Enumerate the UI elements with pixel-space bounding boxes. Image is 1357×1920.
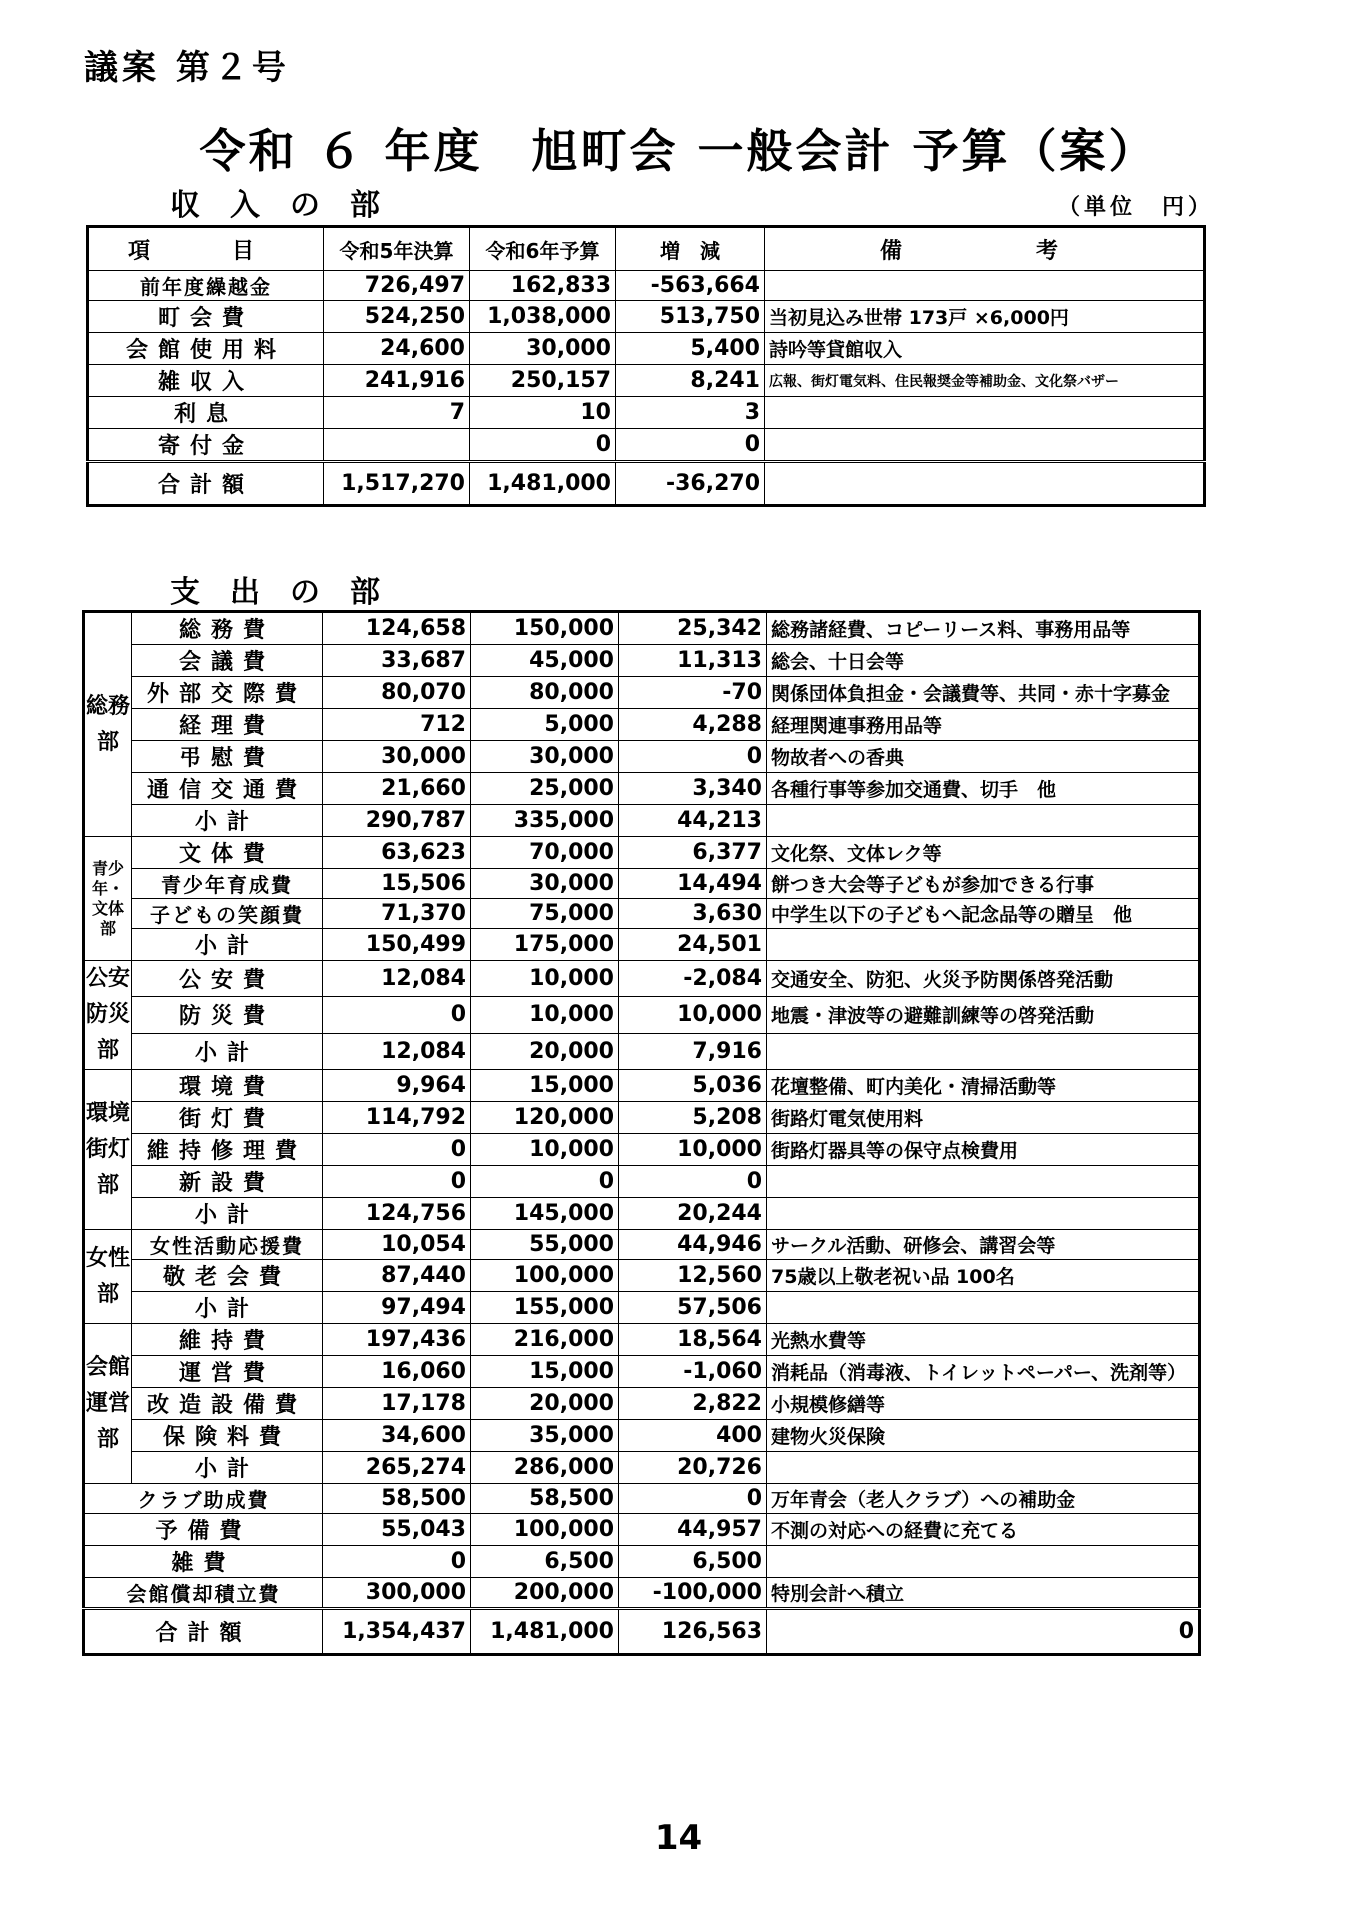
expense-r5-actual: 55,043 xyxy=(323,1514,471,1546)
expense-row xyxy=(84,1198,1200,1230)
income-difference: 0 xyxy=(616,429,765,462)
expense-note: 光熱水費等 xyxy=(767,1324,1200,1356)
income-difference: -563,664 xyxy=(616,271,765,301)
expense-r5-actual: 124,756 xyxy=(323,1198,471,1230)
income-note xyxy=(765,271,1205,301)
expense-note xyxy=(767,1166,1200,1198)
expense-row xyxy=(84,1546,1200,1578)
expense-difference: -70 xyxy=(619,677,767,709)
expense-item: 小計 xyxy=(132,1292,323,1324)
expense-difference: 7,916 xyxy=(619,1033,767,1069)
expense-difference: 10,000 xyxy=(619,1134,767,1166)
expense-r6-budget: 10,000 xyxy=(471,1134,619,1166)
expense-category: 会館運営部 xyxy=(84,1324,132,1484)
bill-number: 議案 第２号 xyxy=(84,48,290,88)
income-note xyxy=(765,429,1205,462)
expense-difference: 24,501 xyxy=(619,929,767,961)
expense-r6-budget: 80,000 xyxy=(471,677,619,709)
expense-item: 防災費 xyxy=(132,997,323,1033)
income-item: 前年度繰越金 xyxy=(88,271,324,301)
income-r6-budget: 0 xyxy=(470,429,616,462)
expense-r5-actual: 12,084 xyxy=(323,961,471,997)
expense-item: 会館償却積立費 xyxy=(84,1578,323,1609)
expense-r5-actual: 34,600 xyxy=(323,1420,471,1452)
expense-difference: 6,377 xyxy=(619,837,767,869)
expense-note xyxy=(767,805,1200,837)
expense-item: 運営費 xyxy=(132,1356,323,1388)
column-header: 令和5年決算 xyxy=(324,227,470,271)
expense-r6-budget: 30,000 xyxy=(471,741,619,773)
expense-note: 総務諸経費、コピーリース料、事務用品等 xyxy=(767,612,1200,645)
expense-row xyxy=(84,1324,1200,1356)
expense-item: 総務費 xyxy=(132,612,323,645)
expense-r6-budget: 200,000 xyxy=(471,1578,619,1609)
income-r6-budget: 250,157 xyxy=(470,365,616,397)
expense-row xyxy=(84,1514,1200,1546)
income-r6-budget: 162,833 xyxy=(470,271,616,301)
expense-row xyxy=(84,1578,1200,1609)
column-header: 増 減 xyxy=(616,227,765,271)
income-note xyxy=(765,397,1205,429)
income-total-r5: 1,517,270 xyxy=(324,462,470,506)
expense-item: 保険料費 xyxy=(132,1420,323,1452)
expense-item: 環境費 xyxy=(132,1070,323,1102)
income-total-r6: 1,481,000 xyxy=(470,462,616,506)
expense-r5-actual: 712 xyxy=(323,709,471,741)
expense-difference: 0 xyxy=(619,1166,767,1198)
expense-difference: 57,506 xyxy=(619,1292,767,1324)
expense-item: 弔慰費 xyxy=(132,741,323,773)
expense-item: クラブ助成費 xyxy=(84,1484,323,1514)
expense-row xyxy=(84,741,1200,773)
expense-r5-actual: 33,687 xyxy=(323,645,471,677)
expense-note: 総会、十日会等 xyxy=(767,645,1200,677)
expense-item: 会議費 xyxy=(132,645,323,677)
expense-r5-actual: 114,792 xyxy=(323,1102,471,1134)
income-note: 広報、街灯電気料、住民報奨金等補助金、文化祭バザー xyxy=(765,365,1205,397)
expense-note: 餅つき大会等子どもが参加できる行事 xyxy=(767,869,1200,899)
income-difference: 513,750 xyxy=(616,301,765,333)
income-note: 当初見込み世帯 173戸 ×6,000円 xyxy=(765,301,1205,333)
income-item: 利息 xyxy=(88,397,324,429)
expense-item: 小計 xyxy=(132,805,323,837)
expense-note: 地震・津波等の避難訓練等の啓発活動 xyxy=(767,997,1200,1033)
income-r5-actual: 241,916 xyxy=(324,365,470,397)
expense-difference: 20,244 xyxy=(619,1198,767,1230)
expense-note: 交通安全、防犯、火災予防関係啓発活動 xyxy=(767,961,1200,997)
expense-item: 小計 xyxy=(132,1452,323,1484)
expense-item: 子どもの笑顔費 xyxy=(132,899,323,929)
expense-note: 中学生以下の子どもへ記念品等の贈呈 他 xyxy=(767,899,1200,929)
expense-difference: -2,084 xyxy=(619,961,767,997)
expense-item: 敬老会費 xyxy=(132,1260,323,1292)
expense-difference: 44,946 xyxy=(619,1230,767,1260)
expense-row xyxy=(84,773,1200,805)
expense-row xyxy=(84,1356,1200,1388)
expense-item: 公安費 xyxy=(132,961,323,997)
expense-row xyxy=(84,961,1200,997)
expense-r6-budget: 10,000 xyxy=(471,997,619,1033)
expense-difference: 5,208 xyxy=(619,1102,767,1134)
income-r6-budget: 10 xyxy=(470,397,616,429)
expense-difference: 20,726 xyxy=(619,1452,767,1484)
expense-total-diff: 126,563 xyxy=(619,1609,767,1655)
expense-r6-budget: 20,000 xyxy=(471,1388,619,1420)
expense-item: 小計 xyxy=(132,929,323,961)
expense-category: 総務部 xyxy=(84,612,132,837)
income-r5-actual: 24,600 xyxy=(324,333,470,365)
expense-r6-budget: 58,500 xyxy=(471,1484,619,1514)
expense-r6-budget: 145,000 xyxy=(471,1198,619,1230)
expense-r5-actual: 300,000 xyxy=(323,1578,471,1609)
expense-r6-budget: 150,000 xyxy=(471,612,619,645)
expense-note xyxy=(767,1292,1200,1324)
income-row xyxy=(88,429,1205,462)
expense-item: 予備費 xyxy=(84,1514,323,1546)
expense-category: 青少年・文体部 xyxy=(84,837,132,961)
expense-r5-actual: 290,787 xyxy=(323,805,471,837)
expense-r6-budget: 55,000 xyxy=(471,1230,619,1260)
income-header-row xyxy=(88,227,1205,271)
expense-r5-actual: 150,499 xyxy=(323,929,471,961)
expense-r5-actual: 87,440 xyxy=(323,1260,471,1292)
expense-row xyxy=(84,869,1200,899)
expense-r6-budget: 5,000 xyxy=(471,709,619,741)
expense-r5-actual: 0 xyxy=(323,1134,471,1166)
expense-row xyxy=(84,1260,1200,1292)
expense-r6-budget: 70,000 xyxy=(471,837,619,869)
expense-item: 小計 xyxy=(132,1033,323,1069)
expense-row xyxy=(84,677,1200,709)
expense-difference: 3,630 xyxy=(619,899,767,929)
expense-r6-budget: 175,000 xyxy=(471,929,619,961)
expense-total-label: 合計額 xyxy=(84,1609,323,1655)
expense-r5-actual: 71,370 xyxy=(323,899,471,929)
expense-r6-budget: 335,000 xyxy=(471,805,619,837)
unit-note: （単位 円） xyxy=(1058,195,1215,220)
income-total-label: 合計額 xyxy=(88,462,324,506)
income-r5-actual: 524,250 xyxy=(324,301,470,333)
expense-note: 消耗品（消毒液、トイレットペーパー、洗剤等） xyxy=(767,1356,1200,1388)
expense-note: 不測の対応への経費に充てる xyxy=(767,1514,1200,1546)
expense-r5-actual: 0 xyxy=(323,1166,471,1198)
expense-row xyxy=(84,1033,1200,1069)
expense-r6-budget: 155,000 xyxy=(471,1292,619,1324)
expense-item: 新設費 xyxy=(132,1166,323,1198)
expense-r6-budget: 35,000 xyxy=(471,1420,619,1452)
expense-difference: 400 xyxy=(619,1420,767,1452)
expense-category: 環境街灯部 xyxy=(84,1070,132,1230)
expense-note xyxy=(767,929,1200,961)
expense-r6-budget: 6,500 xyxy=(471,1546,619,1578)
expense-note xyxy=(767,1198,1200,1230)
income-row xyxy=(88,365,1205,397)
expense-total-row xyxy=(84,1609,1200,1655)
expense-item: 維持費 xyxy=(132,1324,323,1356)
expense-difference: -1,060 xyxy=(619,1356,767,1388)
expense-item: 文体費 xyxy=(132,837,323,869)
expense-difference: 12,560 xyxy=(619,1260,767,1292)
expense-item: 外部交際費 xyxy=(132,677,323,709)
expense-r6-budget: 100,000 xyxy=(471,1260,619,1292)
income-row xyxy=(88,301,1205,333)
expense-r6-budget: 30,000 xyxy=(471,869,619,899)
expense-note: 建物火災保険 xyxy=(767,1420,1200,1452)
income-total-note xyxy=(765,462,1205,506)
expense-r5-actual: 80,070 xyxy=(323,677,471,709)
expense-note: 各種行事等参加交通費、切手 他 xyxy=(767,773,1200,805)
expense-note xyxy=(767,1452,1200,1484)
document-title: 令和 ６ 年度 旭町会 一般会計 予算（案） xyxy=(199,124,1158,178)
expense-note: 経理関連事務用品等 xyxy=(767,709,1200,741)
expense-r5-actual: 17,178 xyxy=(323,1388,471,1420)
expense-r5-actual: 15,506 xyxy=(323,869,471,899)
expense-row xyxy=(84,709,1200,741)
column-header: 令和6年予算 xyxy=(470,227,616,271)
expense-note: 街路灯電気使用料 xyxy=(767,1102,1200,1134)
expense-item: 維持修理費 xyxy=(132,1134,323,1166)
expense-r5-actual: 9,964 xyxy=(323,1070,471,1102)
expense-row xyxy=(84,645,1200,677)
expense-r5-actual: 97,494 xyxy=(323,1292,471,1324)
expense-row xyxy=(84,1420,1200,1452)
expense-note: 特別会計へ積立 xyxy=(767,1578,1200,1609)
expense-row xyxy=(84,1452,1200,1484)
expense-r5-actual: 16,060 xyxy=(323,1356,471,1388)
expense-r6-budget: 45,000 xyxy=(471,645,619,677)
expense-item: 改造設備費 xyxy=(132,1388,323,1420)
expense-row xyxy=(84,1102,1200,1134)
income-difference: 8,241 xyxy=(616,365,765,397)
expense-row xyxy=(84,1484,1200,1514)
expense-category: 公安防災部 xyxy=(84,961,132,1070)
expense-row xyxy=(84,929,1200,961)
expense-total-r5: 1,354,437 xyxy=(323,1609,471,1655)
expense-difference: -100,000 xyxy=(619,1578,767,1609)
expense-difference: 0 xyxy=(619,1484,767,1514)
expense-r6-budget: 120,000 xyxy=(471,1102,619,1134)
income-difference: 3 xyxy=(616,397,765,429)
expense-row xyxy=(84,1388,1200,1420)
income-row xyxy=(88,333,1205,365)
expense-row xyxy=(84,837,1200,869)
expense-note xyxy=(767,1033,1200,1069)
expense-total-r6: 1,481,000 xyxy=(471,1609,619,1655)
income-r6-budget: 1,038,000 xyxy=(470,301,616,333)
expense-row xyxy=(84,997,1200,1033)
income-table xyxy=(86,225,1206,507)
expense-r6-budget: 10,000 xyxy=(471,961,619,997)
expense-r5-actual: 0 xyxy=(323,1546,471,1578)
expense-difference: 25,342 xyxy=(619,612,767,645)
expense-row xyxy=(84,1292,1200,1324)
income-difference: 5,400 xyxy=(616,333,765,365)
expense-row xyxy=(84,1070,1200,1102)
expense-difference: 3,340 xyxy=(619,773,767,805)
expense-r5-actual: 197,436 xyxy=(323,1324,471,1356)
page-number: 14 xyxy=(654,1818,703,1858)
expense-item: 女性活動応援費 xyxy=(132,1230,323,1260)
expense-r6-budget: 286,000 xyxy=(471,1452,619,1484)
expense-note: 万年青会（老人クラブ）への補助金 xyxy=(767,1484,1200,1514)
expense-r5-actual: 10,054 xyxy=(323,1230,471,1260)
expense-r5-actual: 0 xyxy=(323,997,471,1033)
expense-note: 関係団体負担金・会議費等、共同・赤十字募金 xyxy=(767,677,1200,709)
expense-item: 小計 xyxy=(132,1198,323,1230)
income-total-row xyxy=(88,462,1205,506)
expense-r6-budget: 0 xyxy=(471,1166,619,1198)
column-header: 項 目 xyxy=(88,227,324,271)
expense-table xyxy=(82,610,1201,1656)
expense-r6-budget: 15,000 xyxy=(471,1070,619,1102)
expense-r5-actual: 30,000 xyxy=(323,741,471,773)
expense-item: 通信交通費 xyxy=(132,773,323,805)
expense-difference: 0 xyxy=(619,741,767,773)
expense-item: 街灯費 xyxy=(132,1102,323,1134)
expense-row xyxy=(84,1166,1200,1198)
expense-row xyxy=(84,1230,1200,1260)
column-header: 備 考 xyxy=(765,227,1205,271)
expense-r5-actual: 58,500 xyxy=(323,1484,471,1514)
expense-difference: 44,213 xyxy=(619,805,767,837)
income-item: 会館使用料 xyxy=(88,333,324,365)
expense-difference: 10,000 xyxy=(619,997,767,1033)
income-r5-actual: 7 xyxy=(324,397,470,429)
expense-total-note: 0 xyxy=(767,1609,1200,1655)
expense-item: 青少年育成費 xyxy=(132,869,323,899)
expense-difference: 14,494 xyxy=(619,869,767,899)
expense-note: 小規模修繕等 xyxy=(767,1388,1200,1420)
expense-row xyxy=(84,899,1200,929)
income-r5-actual: 726,497 xyxy=(324,271,470,301)
expense-note: 花壇整備、町内美化・清掃活動等 xyxy=(767,1070,1200,1102)
income-total-diff: -36,270 xyxy=(616,462,765,506)
expense-difference: 6,500 xyxy=(619,1546,767,1578)
expense-r5-actual: 265,274 xyxy=(323,1452,471,1484)
expense-r5-actual: 21,660 xyxy=(323,773,471,805)
expense-difference: 44,957 xyxy=(619,1514,767,1546)
income-section-heading: 収入の部 xyxy=(170,188,410,223)
expense-r6-budget: 15,000 xyxy=(471,1356,619,1388)
expense-note: 75歳以上敬老祝い品 100名 xyxy=(767,1260,1200,1292)
expense-r6-budget: 100,000 xyxy=(471,1514,619,1546)
expense-difference: 11,313 xyxy=(619,645,767,677)
income-r6-budget: 30,000 xyxy=(470,333,616,365)
income-item: 寄付金 xyxy=(88,429,324,462)
expense-note: サークル活動、研修会、講習会等 xyxy=(767,1230,1200,1260)
expense-category: 女性部 xyxy=(84,1230,132,1324)
expense-row xyxy=(84,612,1200,645)
expense-item: 雑費 xyxy=(84,1546,323,1578)
expense-r6-budget: 25,000 xyxy=(471,773,619,805)
expense-row xyxy=(84,805,1200,837)
expense-note xyxy=(767,1546,1200,1578)
expense-difference: 5,036 xyxy=(619,1070,767,1102)
expense-row xyxy=(84,1134,1200,1166)
income-item: 町会費 xyxy=(88,301,324,333)
expense-difference: 18,564 xyxy=(619,1324,767,1356)
expense-note: 街路灯器具等の保守点検費用 xyxy=(767,1134,1200,1166)
income-row xyxy=(88,397,1205,429)
expense-section-heading: 支出の部 xyxy=(170,575,410,610)
income-note: 詩吟等貸館収入 xyxy=(765,333,1205,365)
income-row xyxy=(88,271,1205,301)
expense-r6-budget: 216,000 xyxy=(471,1324,619,1356)
income-r5-actual xyxy=(324,429,470,462)
expense-r6-budget: 20,000 xyxy=(471,1033,619,1069)
expense-note: 物故者への香典 xyxy=(767,741,1200,773)
expense-r5-actual: 63,623 xyxy=(323,837,471,869)
income-item: 雑収入 xyxy=(88,365,324,397)
expense-r5-actual: 12,084 xyxy=(323,1033,471,1069)
expense-item: 経理費 xyxy=(132,709,323,741)
expense-r5-actual: 124,658 xyxy=(323,612,471,645)
expense-difference: 2,822 xyxy=(619,1388,767,1420)
expense-difference: 4,288 xyxy=(619,709,767,741)
expense-r6-budget: 75,000 xyxy=(471,899,619,929)
expense-note: 文化祭、文体レク等 xyxy=(767,837,1200,869)
